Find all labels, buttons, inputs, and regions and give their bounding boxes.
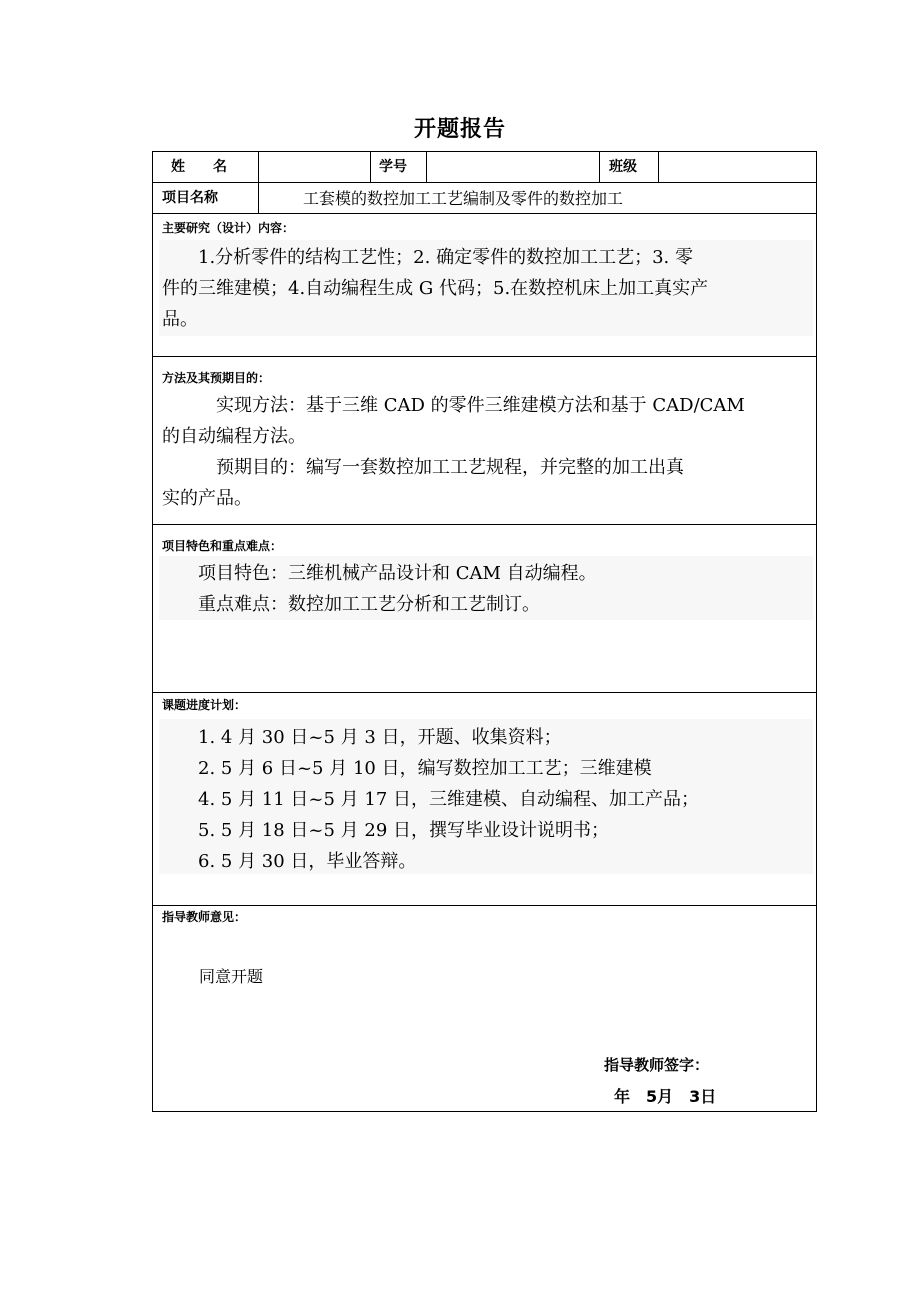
divider (153, 524, 816, 525)
schedule-text (162, 722, 699, 877)
text-line: 实的产品。 (162, 488, 252, 509)
divider (153, 182, 816, 183)
divider (370, 152, 371, 182)
class-label: 班级 (609, 159, 637, 175)
text-line: 4. 5 月 11 日~5 月 17 日，三维建模、自动编程、加工产品； (162, 789, 700, 810)
features-label: 项目特色和重点难点： (162, 539, 283, 553)
advisor-signature-label: 指导教师签字： (604, 1056, 710, 1074)
divider (599, 152, 600, 182)
text-line: 5. 5 月 18 日~5 月 29 日，撰写毕业设计说明书； (162, 820, 610, 841)
text-line: 品。 (162, 309, 198, 330)
text-line: 6. 5 月 30 日，毕业答辩。 (162, 851, 417, 872)
divider (153, 905, 816, 906)
text-line: 实现方法：基于三维 CAD 的零件三维建模方法和基于 CAD/CAM (162, 395, 745, 416)
divider (153, 692, 816, 693)
divider (658, 152, 659, 182)
report-form (152, 151, 817, 1112)
research-content-text (162, 242, 708, 335)
method-label: 方法及其预期目的： (162, 371, 271, 385)
advisor-opinion-label: 指导教师意见： (162, 910, 247, 924)
text-line: 的自动编程方法。 (162, 426, 306, 447)
text-line: 重点难点：数控加工工艺分析和工艺制订。 (162, 594, 540, 615)
project-name-value: 工套模的数控加工工艺编制及零件的数控加工 (303, 189, 624, 208)
name-label: 姓 名 (171, 159, 227, 175)
page-title: 开题报告 (413, 117, 506, 142)
text-line: 预期目的：编写一套数控加工工艺规程，并完整的加工出真 (162, 457, 684, 478)
advisor-opinion-text: 同意开题 (199, 967, 264, 986)
student-id-label: 学号 (379, 159, 407, 175)
text-line: 1.分析零件的结构工艺性；2. 确定零件的数控加工工艺；3. 零 (162, 247, 693, 268)
research-content-label: 主要研究（设计）内容： (162, 221, 295, 235)
method-text (162, 390, 745, 514)
divider (258, 152, 259, 182)
divider (258, 182, 259, 213)
divider (426, 152, 427, 182)
text-line: 件的三维建模；4.自动编程生成 G 代码；5.在数控机床上加工真实产 (162, 278, 709, 299)
text-line: 2. 5 月 6 日~5 月 10 日，编写数控加工工艺；三维建模 (162, 758, 652, 779)
divider (153, 356, 816, 357)
schedule-label: 课题进度计划： (162, 698, 247, 712)
text-line: 1. 4 月 30 日~5 月 3 日，开题、收集资料； (162, 727, 562, 748)
signature-date: 年 5月 3日 (614, 1087, 717, 1106)
project-name-label: 项目名称 (162, 190, 218, 206)
text-line: 项目特色：三维机械产品设计和 CAM 自动编程。 (162, 563, 597, 584)
features-text (162, 558, 597, 620)
divider (153, 213, 816, 214)
